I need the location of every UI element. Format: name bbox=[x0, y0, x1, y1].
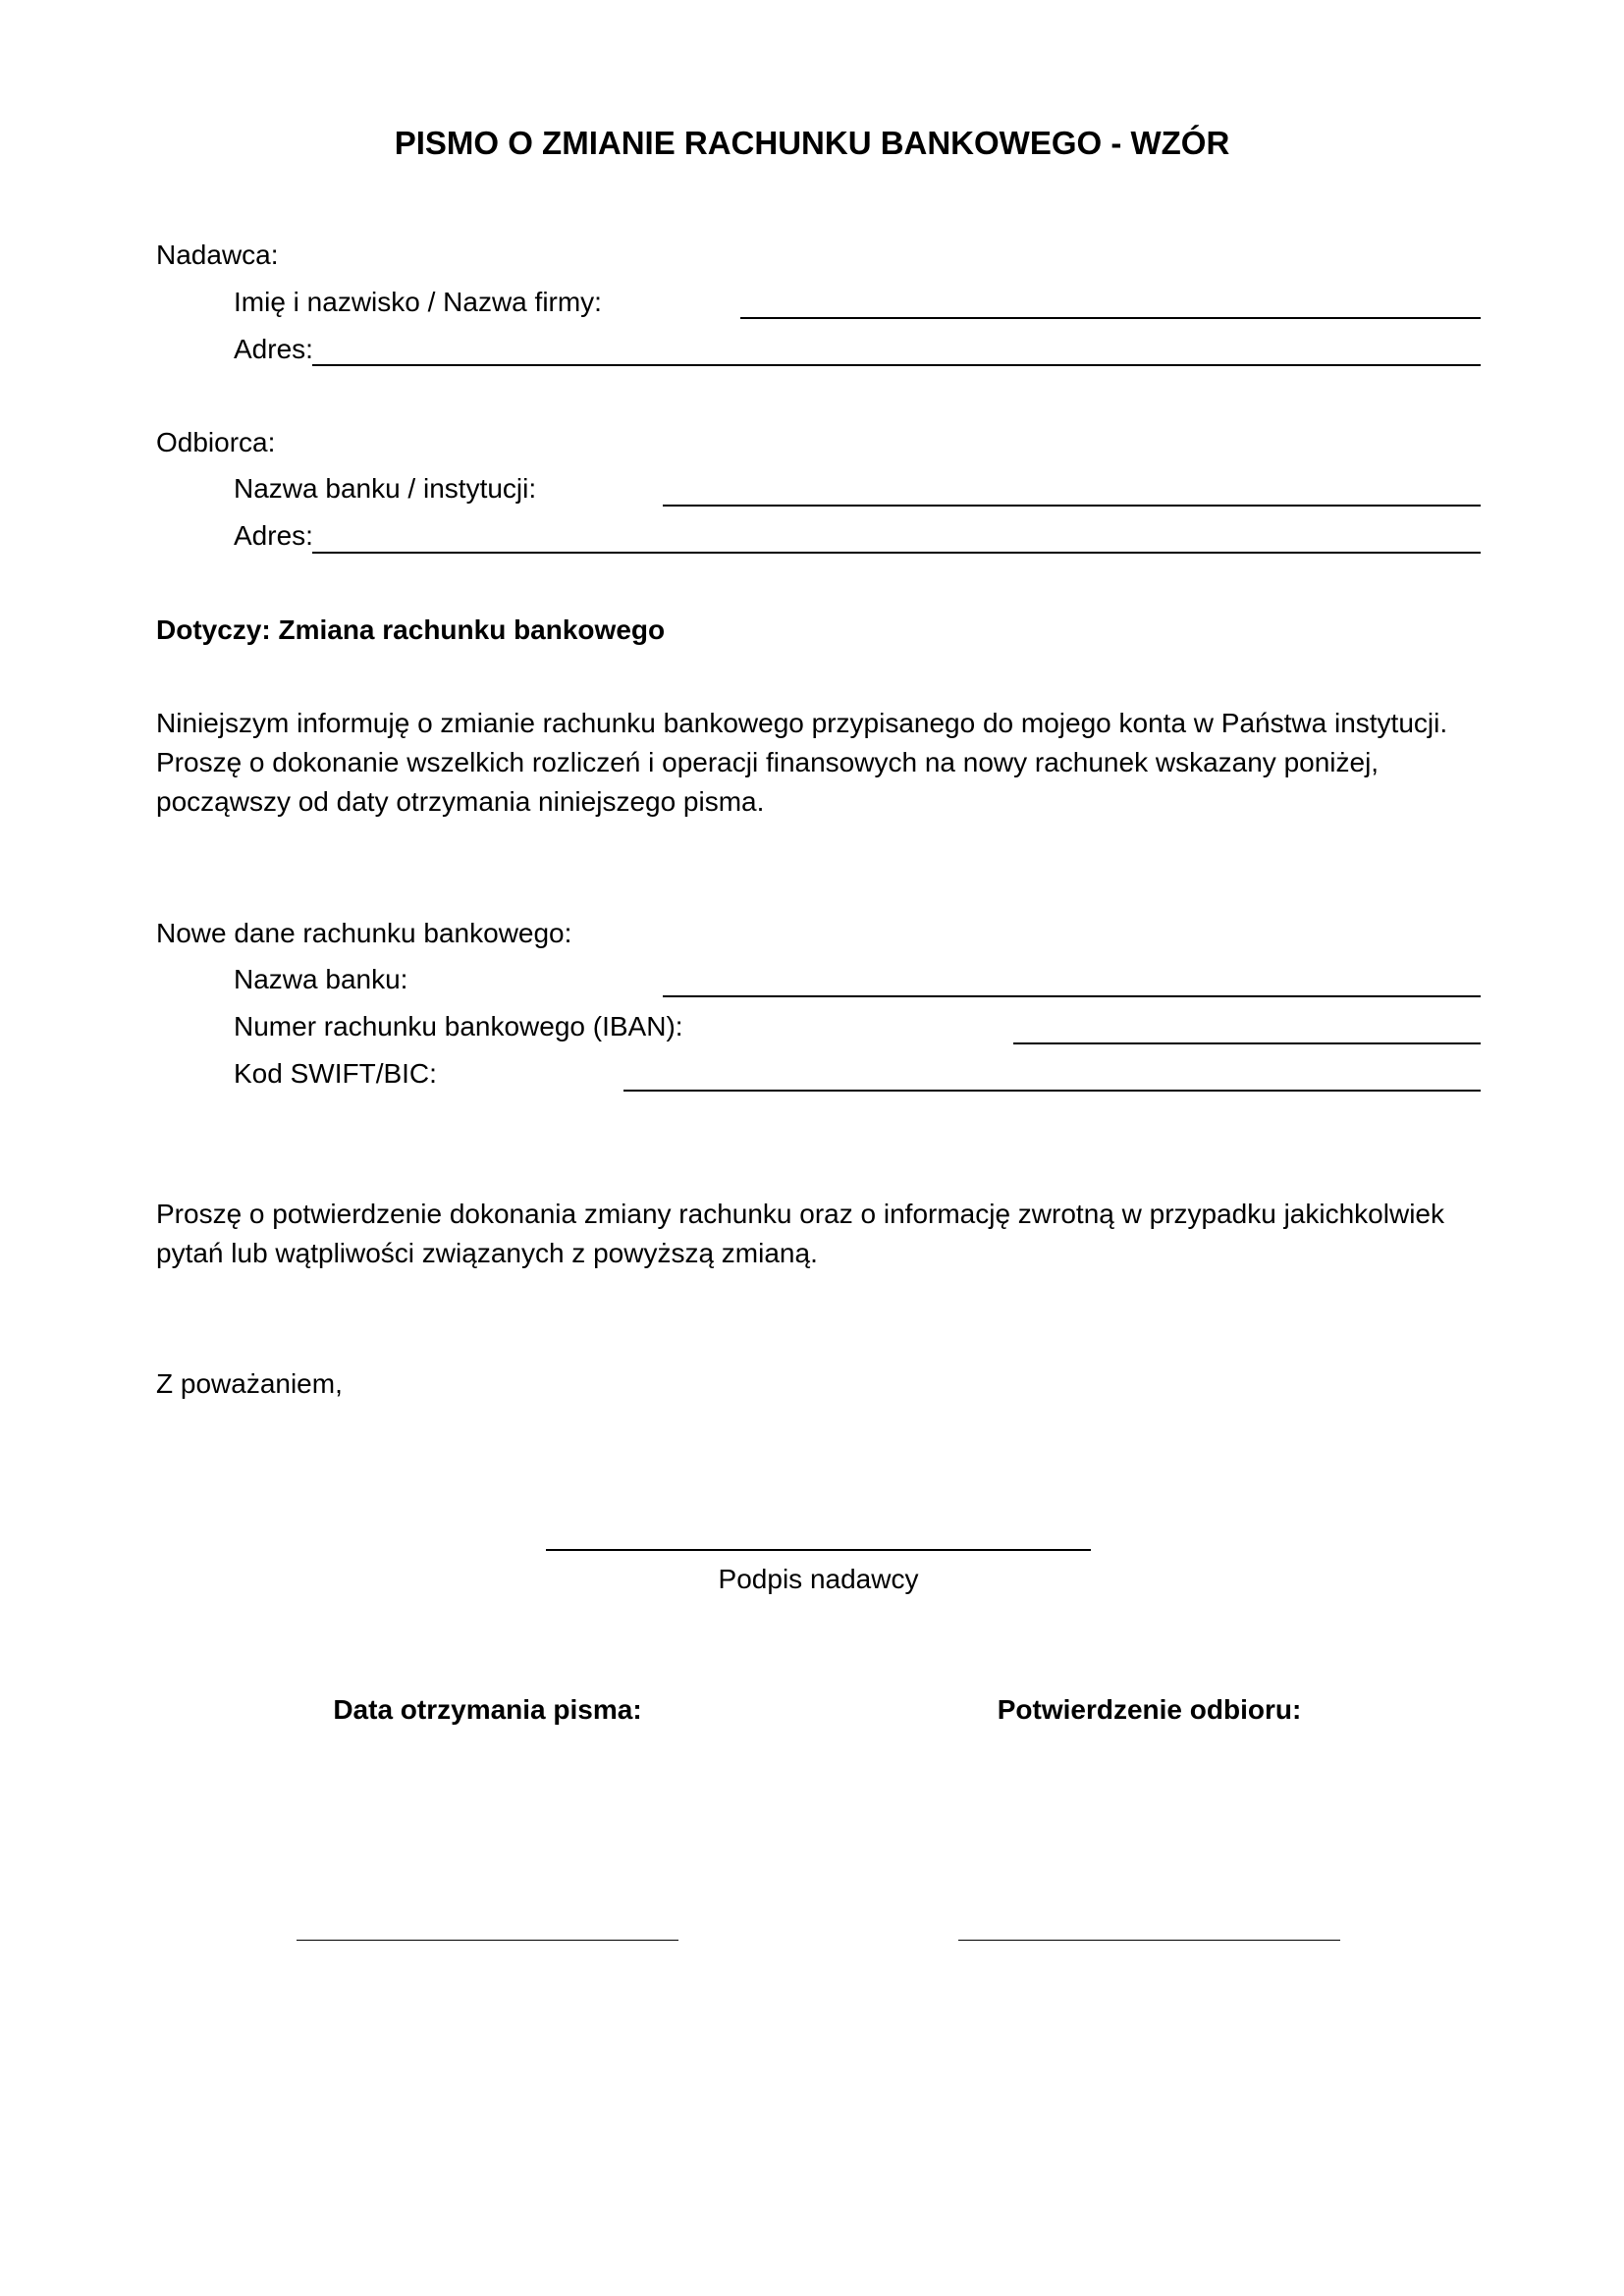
recipient-name-field[interactable] bbox=[663, 505, 1481, 507]
receipt-confirmation-label: Potwierdzenie odbioru: bbox=[997, 1694, 1302, 1725]
body-line: Proszę o dokonanie wszelkich rozliczeń i operacji finansowych na nowy rachunek wskazany poniżej, bbox=[156, 747, 1380, 777]
swift-field[interactable] bbox=[623, 1090, 1481, 1092]
recipient-address-field[interactable] bbox=[312, 552, 1481, 554]
closing: Z poważaniem, bbox=[156, 1368, 343, 1399]
confirmation-paragraph bbox=[156, 1195, 1444, 1273]
sender-heading: Nadawca: bbox=[156, 240, 279, 270]
bank-name-field[interactable] bbox=[663, 995, 1481, 997]
iban-label: Numer rachunku bankowego (IBAN): bbox=[234, 1011, 683, 1041]
swift-label: Kod SWIFT/BIC: bbox=[234, 1058, 437, 1089]
confirmation-line: Proszę o potwierdzenie dokonania zmiany rachunku oraz o informację zwrotną w przypadku jakichkolwiek bbox=[156, 1199, 1444, 1229]
signature-field[interactable] bbox=[546, 1549, 1091, 1551]
subject-line: Dotyczy: Zmiana rachunku bankowego bbox=[156, 614, 666, 645]
body-line: począwszy od daty otrzymania niniejszego pisma. bbox=[156, 786, 765, 817]
sender-address-field[interactable] bbox=[312, 364, 1481, 366]
receipt-date-label: Data otrzymania pisma: bbox=[333, 1694, 642, 1725]
signature-label: Podpis nadawcy bbox=[718, 1564, 919, 1594]
body-paragraph bbox=[156, 704, 1447, 822]
new-account-heading: Nowe dane rachunku bankowego: bbox=[156, 918, 572, 948]
bank-name-label: Nazwa banku: bbox=[234, 964, 408, 994]
body-line: Niniejszym informuję o zmianie rachunku bankowego przypisanego do mojego konta w Państwa instytucji. bbox=[156, 708, 1448, 738]
confirmation-line: pytań lub wątpliwości związanych z powyższą zmianą. bbox=[156, 1238, 818, 1268]
recipient-address-label: Adres: bbox=[234, 520, 313, 551]
sender-name-field[interactable] bbox=[740, 317, 1481, 319]
iban-field[interactable] bbox=[1013, 1042, 1481, 1044]
recipient-heading: Odbiorca: bbox=[156, 427, 276, 457]
recipient-name-label: Nazwa banku / instytucji: bbox=[234, 473, 537, 504]
receipt-confirmation-field[interactable] bbox=[958, 1940, 1340, 1941]
receipt-date-field[interactable] bbox=[297, 1940, 678, 1941]
page-title: PISMO O ZMIANIE RACHUNKU BANKOWEGO - WZÓR bbox=[394, 125, 1230, 161]
sender-name-label: Imię i nazwisko / Nazwa firmy: bbox=[234, 287, 602, 317]
sender-address-label: Adres: bbox=[234, 334, 313, 364]
